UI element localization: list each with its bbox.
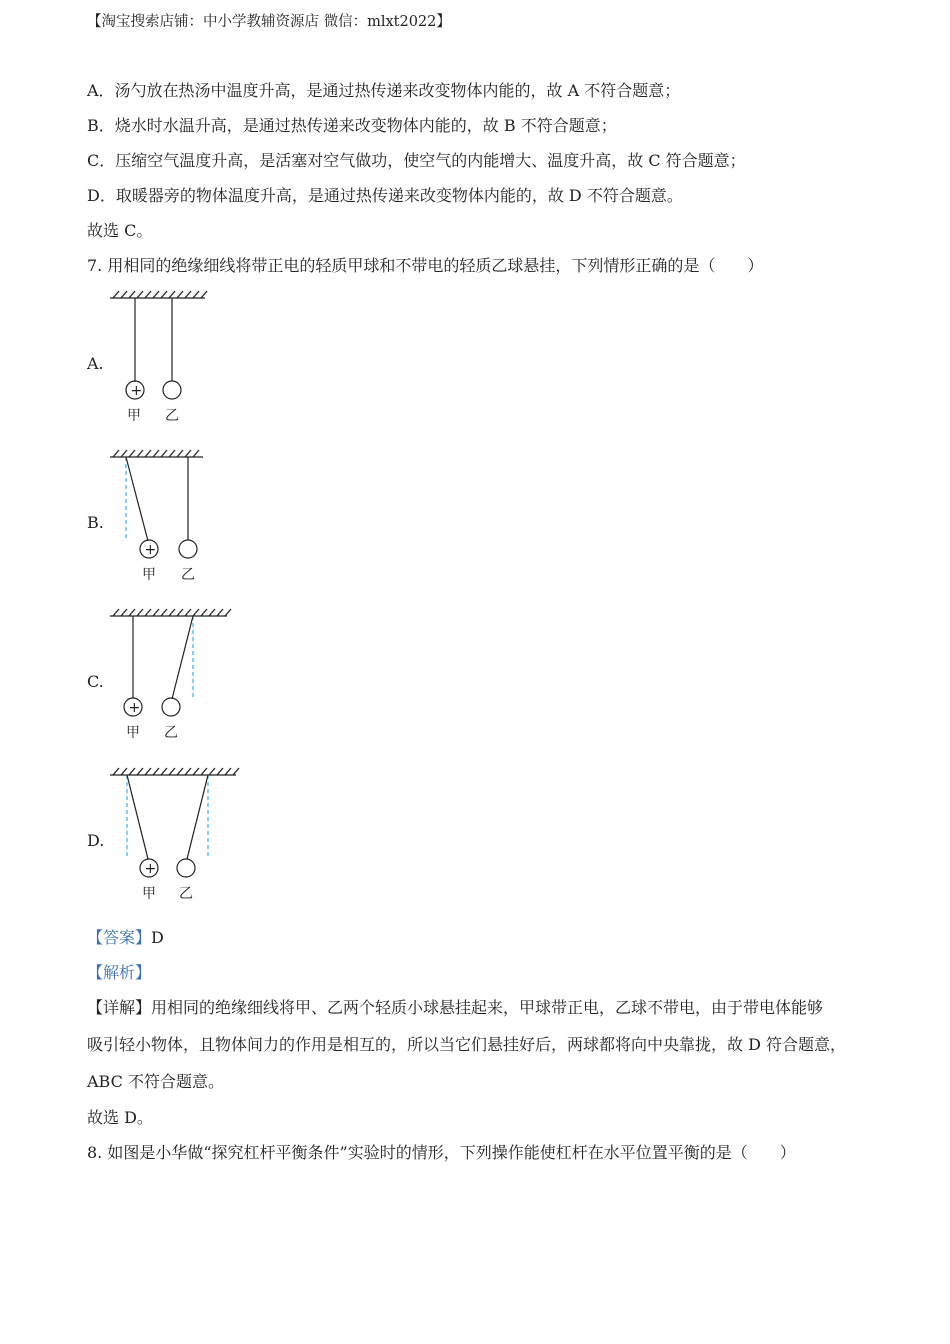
label-yi: 乙	[181, 567, 195, 583]
label-jia: 甲	[126, 725, 140, 741]
answer-value: D	[151, 928, 164, 947]
plus-sign: +	[130, 383, 143, 399]
ceiling-hatch	[110, 768, 239, 775]
figure-option-c	[105, 604, 235, 749]
ball-yi	[162, 698, 180, 716]
ball-yi	[177, 859, 195, 877]
label-jia: 甲	[142, 886, 156, 902]
ball-yi	[163, 381, 181, 399]
detail-line-2: 吸引轻小物体，且物体间力的作用是相互的，所以当它们悬挂好后，两球都将向中央靠拢，故 D 符合题意，	[87, 1035, 847, 1054]
detail-line-1	[87, 998, 823, 1018]
plus-sign: +	[128, 700, 141, 716]
label-yi: 乙	[165, 408, 179, 424]
answer-line	[87, 928, 164, 948]
figure-option-d	[105, 763, 245, 908]
q8-stem: 8. 如图是小华做“探究杠杆平衡条件”实验时的情形，下列操作能使杠杆在水平位置平衡的是（ ）	[87, 1143, 796, 1162]
prev-solution-a: A．汤勺放在热汤中温度升高，是通过热传递来改变物体内能的，故 A 不符合题意；	[87, 81, 681, 100]
prev-conclusion: 故选 C。	[87, 221, 153, 240]
plus-sign: +	[144, 861, 157, 877]
label-yi: 乙	[164, 725, 178, 741]
detail-tag: 【详解】	[87, 998, 152, 1017]
analysis-tag: 【解析】	[87, 963, 152, 982]
detail-text-1: 用相同的绝缘细线将甲、乙两个轻质小球悬挂起来，甲球带正电，乙球不带电，由于带电体能够	[151, 998, 824, 1017]
thread-jia	[127, 775, 148, 859]
answer-tag: 【答案】	[87, 928, 152, 947]
figure-option-a	[105, 286, 215, 431]
shop-header: 【淘宝搜索店铺：中小学教辅资源店 微信：mlxt2022】	[87, 14, 451, 30]
figure-option-b	[105, 445, 215, 590]
prev-solution-d: D．取暖器旁的物体温度升高，是通过热传递来改变物体内能的，故 D 不符合题意。	[87, 186, 683, 205]
plus-sign: +	[144, 542, 157, 558]
thread-yi	[172, 616, 193, 699]
thread-jia	[126, 457, 148, 541]
q7-conclusion: 故选 D。	[87, 1108, 153, 1127]
ceiling-hatch	[110, 291, 207, 298]
option-a-label: A.	[87, 354, 104, 373]
option-b-label: B.	[87, 513, 104, 532]
option-c-label: C.	[87, 672, 104, 691]
ball-yi	[179, 540, 197, 558]
option-d-label: D.	[87, 831, 105, 850]
prev-solution-c: C．压缩空气温度升高，是活塞对空气做功，使空气的内能增大、温度升高，故 C 符合题意；	[87, 151, 746, 170]
prev-solution-b: B．烧水时水温升高，是通过热传递来改变物体内能的，故 B 不符合题意；	[87, 116, 617, 135]
q7-stem: 7. 用相同的绝缘细线将带正电的轻质甲球和不带电的轻质乙球悬挂，下列情形正确的是（ ）	[87, 256, 764, 275]
thread-yi	[187, 775, 208, 859]
ceiling-hatch	[110, 609, 231, 616]
label-jia: 甲	[142, 567, 156, 583]
ceiling-hatch	[110, 450, 203, 457]
label-yi: 乙	[179, 886, 193, 902]
detail-line-3: ABC 不符合题意。	[87, 1072, 224, 1091]
label-jia: 甲	[127, 408, 141, 424]
